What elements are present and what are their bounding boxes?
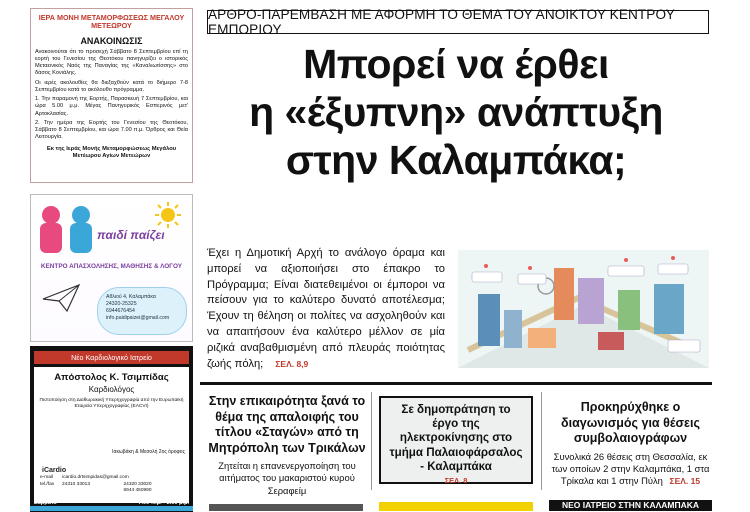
- kids-brand-logo: [37, 201, 165, 259]
- icardio-logo: iCardio: [42, 467, 67, 474]
- cardio-header: Νέο Καρδιολογικό Ιατρείο: [34, 351, 189, 364]
- headline-line: Μπορεί να έρθει: [303, 41, 609, 87]
- page-reference[interactable]: ΣΕΛ. 8,9: [275, 358, 309, 369]
- page-reference[interactable]: ΣΕΛ. 15: [669, 476, 701, 487]
- kids-phone: 6944676454: [106, 308, 135, 315]
- doctor-tel-2: 24320 33020: [123, 481, 152, 487]
- notice-paragraph: Ανακοινούται ότι το προσεχή Σάββατο 8 Σεπτεμβρίου επί τη εορτή του Γενεσίου της Θεοτόκου πανηγυρίζει ο ιστορικός Μεταεινικός Ναός της Παναγίας της «Καναλιωτίσσης» στο δάσος Κονιάλης.: [35, 48, 188, 77]
- story-text: Ζητείται η επανενεργοποίηση του αιτήματος του μακαριστού κυρού Σεραφείμ: [218, 460, 356, 496]
- column-divider: [371, 392, 372, 490]
- story-title: Στην επικαιρότητα ξανά το θέμα της απαλοιφής του τίτλου «Σταγών» από τη Μητρόπολη των Τρικάλων: [208, 394, 366, 455]
- doctor-mobile: 6944 450990: [123, 488, 152, 494]
- kids-address: Αθλιού 4, Καλαμπάκα: [106, 294, 156, 300]
- notice-paragraph: 1. Την παραμονή της Εορτής, Παρασκευή 7 Σεπτεμβρίου, και ώρα 5.00 μ.μ. Μέγας Πανηγυρικός Εσπερινός μετ' Αρτοκλασίας.: [35, 96, 188, 117]
- hours-day: Σάββατο: [34, 500, 57, 507]
- story-stagon[interactable]: [207, 394, 367, 497]
- doctor-address: Ιακωβάκη & Μεσολή 2ος όροφος: [112, 449, 185, 455]
- next-story-strip: [209, 504, 363, 511]
- headline-line: στην Καλαμπάκα;: [285, 137, 627, 183]
- paper-plane-icon: [41, 283, 81, 313]
- notice-signature: Εκ της Ιεράς Μονής Μεταμορφώσεως Μεγάλου Μετέωρου Αγίων Μετεώρων: [46, 145, 177, 159]
- doctor-specialty: Καρδιολόγος: [88, 385, 135, 394]
- next-story-strip: [379, 502, 533, 511]
- doctor-tel: 24310 33013: [62, 481, 91, 487]
- article-kicker: ΑΡΘΡΟ-ΠΑΡΕΜΒΑΣΗ ΜΕ ΑΦΟΡΜΗ ΤΟ ΘΕΜΑ ΤΟΥ ΑΝΟΙΚΤΟΥ ΚΕΝΤΡΟΥ ΕΜΠΟΡΙΟΥ: [207, 10, 709, 34]
- notice-paragraph: 2. Την ημέρα της Εορτής του Γενεσίου της Θεοτόκου, Σάββατο 8 Σεπτεμβρίου, και ώρα 7.00 π.μ. Όρθρος και Θεία Λειτουργία.: [35, 119, 188, 141]
- hours-row: [34, 492, 189, 500]
- hours-time: 7.00 π.μ. - 9.00 μ.μ.: [138, 492, 189, 499]
- hours-time: 7.00 π.μ. - 2.00 μ.μ.: [138, 500, 189, 507]
- lead-paragraph: [207, 246, 445, 372]
- doctor-name: Απόστολος Κ. Τσιμπίδας: [54, 372, 169, 383]
- section-divider: [200, 382, 712, 385]
- hours-day: Καθημερινές: [34, 492, 68, 499]
- story-text-body: Συνολικά 26 θέσεις στη Θεσσαλία, εκ των οποίων 2 στην Καλαμπάκα, 1 στα Τρίκαλα και 1 στην Πύλη: [551, 450, 710, 487]
- doctor-email: icardio.drtsimpidas@gmail.com: [62, 475, 129, 480]
- tel-label: tel./fax: [40, 481, 55, 487]
- story-notaries[interactable]: [549, 400, 712, 488]
- next-story-header: ΝΕΟ ΙΑΤΡΕΙΟ ΣΤΗΝ ΚΑΛΑΜΠΑΚΑ: [549, 500, 712, 511]
- kids-contact-cloud: [97, 287, 187, 335]
- next-ad-strip: [30, 506, 193, 511]
- notice-paragraph: Οι ιερές ακολουθίες θα διεξαχθούν κατά το διήμερο 7-8 Σεπτεμβρίου κατά το ακόλουθο πρόγραμμα.: [35, 79, 188, 93]
- doctor-card: [34, 367, 189, 503]
- lead-text: Έχει η Δημοτική Αρχή το ανάλογο όραμα και μπορεί να αξιοποιήσει στο έπακρο το Πρόγραμμα; Είναι διατεθειμένοι οι έμποροι να πείσουν για το καλύτερο δυνατό αποτέλεσμα; Έχουν τη θέληση οι πολίτες να ασχοληθούν και να απαιτήσουν ένα καλύτερο μέλλον σε μία ριζικά αναβαθμισμένη από πλευράς ποιότητας ζωής πόλη;: [207, 247, 445, 370]
- monastery-notice: [30, 8, 193, 183]
- story-text: [549, 451, 712, 488]
- cardiology-ad[interactable]: [30, 346, 193, 512]
- story-title: Προκηρύχθηκε ο διαγωνισμός για θέσεις συμβολαιογράφων: [561, 400, 700, 445]
- story-electrification[interactable]: [379, 396, 533, 484]
- main-headline[interactable]: [200, 40, 712, 184]
- kids-phone: 24320-25325: [106, 301, 137, 308]
- column-divider: [541, 392, 542, 490]
- story-title: Σε δημοπράτηση το έργο της ηλεκτροκίνησης στο τμήμα Παλαιοφάρσαλος - Καλαμπάκα: [389, 403, 523, 473]
- doctor-bio: Πιστοποίηση στη Διαθωρακική Υπερηχογραφία από την Ευρωπαϊκή Εταιρεία Υπερηχογραφίας (EACVI): [39, 398, 184, 410]
- page-reference[interactable]: ΣΕΛ. 8: [444, 476, 468, 486]
- kids-center-ad[interactable]: [30, 194, 193, 342]
- sun-icon: [154, 201, 182, 229]
- notice-title: ΑΝΑΚΟΙΝΩΣΙΣ: [80, 35, 143, 46]
- notice-monastery: ΙΕΡΑ ΜΟΝΗ ΜΕΤΑΜΟΡΦΩΣΕΩΣ ΜΕΓΑΛΟΥ ΜΕΤΕΩΡΟΥ: [38, 13, 185, 31]
- kids-email: info.paidipaizei@gmail.com: [106, 315, 170, 322]
- email-label: e-mail: [40, 475, 54, 480]
- kids-brand-text: παιδί παίζει: [97, 228, 165, 242]
- smart-city-illustration: [458, 250, 709, 368]
- left-column: [30, 8, 193, 507]
- headline-line: η «έξυπνη» ανάπτυξη: [249, 89, 663, 135]
- kids-tagline: ΚΕΝΤΡΟ ΑΠΑΣΧΟΛΗΣΗΣ, ΜΑΘΗΣΗΣ & ΛΟΓΟΥ: [40, 263, 183, 270]
